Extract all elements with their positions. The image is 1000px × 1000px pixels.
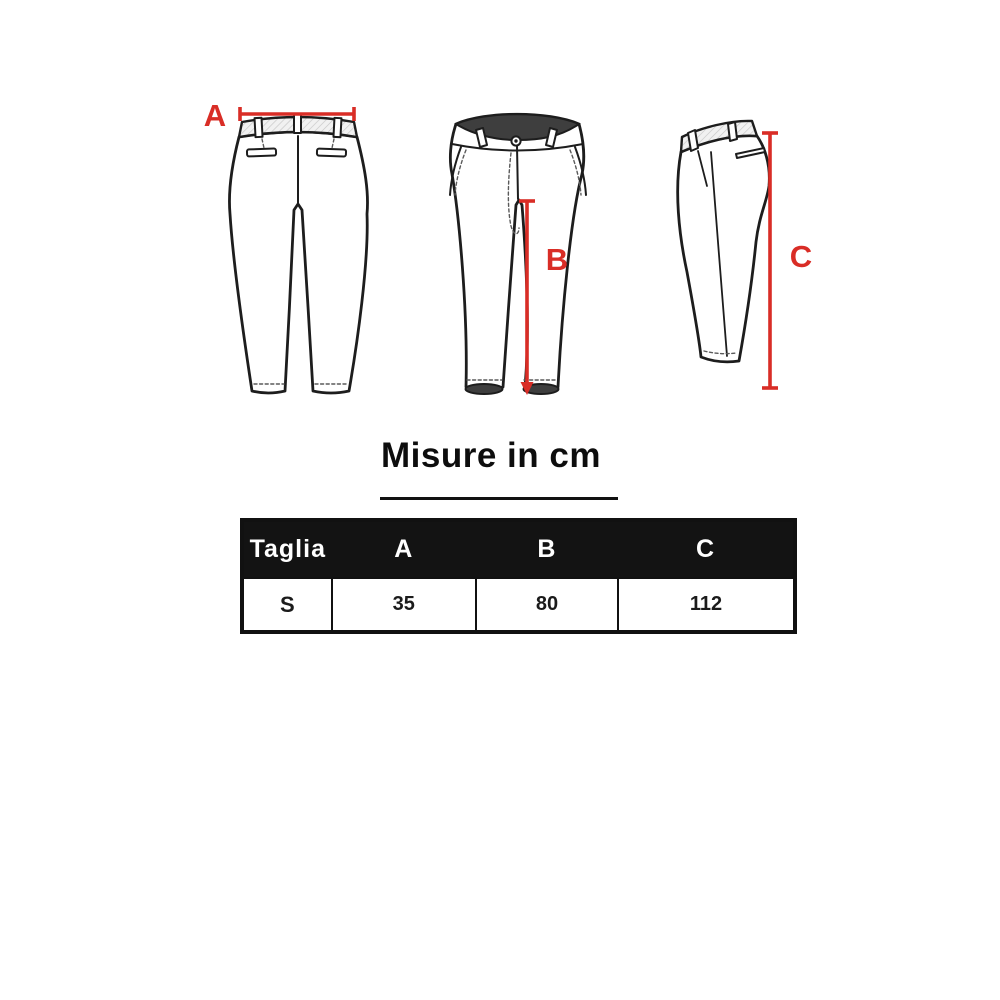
title-block bbox=[0, 436, 982, 476]
size-table bbox=[240, 518, 797, 634]
size-cell-b: 80 bbox=[476, 578, 618, 632]
size-cell-a: 35 bbox=[332, 578, 476, 632]
size-table-header-taglia: Taglia bbox=[242, 520, 332, 578]
back-pocket-right bbox=[317, 149, 346, 157]
table-row bbox=[242, 578, 795, 632]
size-cell-taglia: S bbox=[242, 578, 332, 632]
waist-button-hole bbox=[514, 139, 517, 142]
pants-front-view bbox=[450, 114, 586, 395]
size-table-header-c: C bbox=[618, 520, 795, 578]
front-hem-opening-left bbox=[466, 384, 503, 394]
pants-side-view bbox=[678, 121, 813, 388]
pants-size-diagram bbox=[0, 0, 1000, 430]
size-table-header-b: B bbox=[476, 520, 618, 578]
measure-label-c: C bbox=[789, 239, 813, 274]
size-guide-title: Misure in cm bbox=[381, 436, 601, 475]
back-pocket-left bbox=[247, 148, 276, 156]
belt-loop bbox=[294, 114, 301, 133]
belt-loop bbox=[255, 118, 263, 137]
measure-label-b: B bbox=[545, 242, 569, 277]
size-table-header-a: A bbox=[332, 520, 476, 578]
size-table-wrap bbox=[240, 518, 797, 634]
belt-loop bbox=[688, 130, 698, 151]
size-table-header-row bbox=[242, 520, 795, 578]
size-cell-c: 112 bbox=[618, 578, 795, 632]
measure-label-a: A bbox=[203, 98, 227, 133]
title-underline bbox=[380, 497, 618, 500]
belt-loop bbox=[333, 118, 341, 137]
front-center-seam bbox=[517, 146, 518, 199]
pants-side-body bbox=[678, 136, 770, 362]
belt-loop bbox=[728, 122, 737, 141]
pants-back-view bbox=[204, 98, 368, 393]
